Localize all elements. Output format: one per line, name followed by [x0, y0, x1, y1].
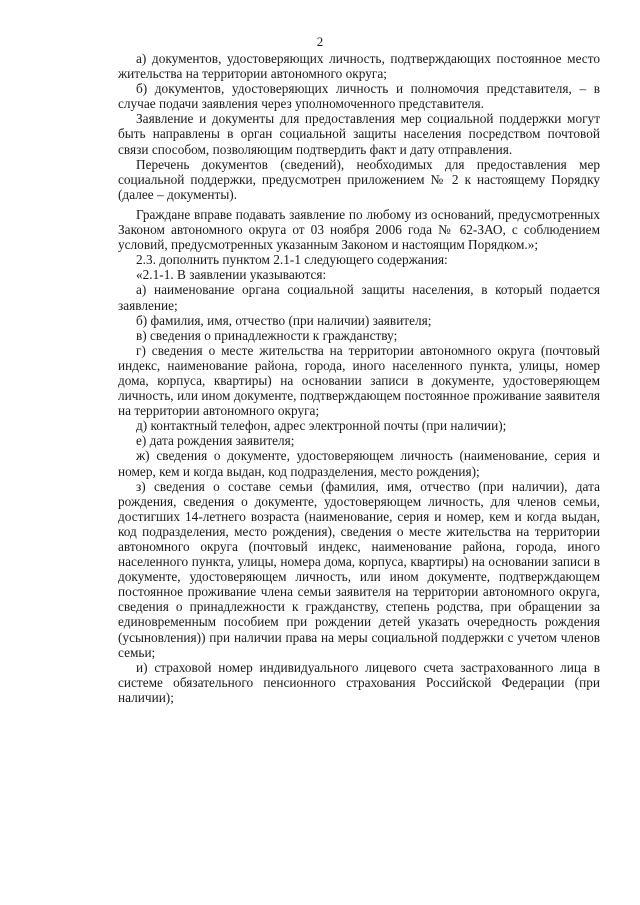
paragraph: Перечень документов (сведений), необходимых для предоставления мер социальной поддержки, предусмотрен приложением № 2 к настоящему Порядку (далее – документы). — [118, 156, 600, 202]
paragraph: б) документов, удостоверяющих личность и полномочия представителя, – в случае подачи заявления через уполномоченного представителя. — [118, 81, 600, 112]
paragraph: и) страховой номер индивидуального лицевого счета застрахованного лица в системе обязательного пенсионного страхования Российской Федерации (при наличии); — [118, 659, 600, 705]
paragraph: а) наименование органа социальной защиты населения, в который подается заявление; — [118, 282, 600, 313]
paragraph: 2.3. дополнить пунктом 2.1-1 следующего содержания: — [136, 252, 448, 268]
page-number: 2 — [316, 34, 324, 49]
paragraph: Заявление и документы для предоставления мер социальной поддержки могут быть направлены в орган социальной защиты населения посредством почтовой связи способом, позволяющим подтвердить факт и дату отправления. — [118, 111, 600, 157]
paragraph: «2.1-1. В заявлении указываются: — [136, 267, 327, 283]
paragraph: ж) сведения о документе, удостоверяющем личность (наименование, серия и номер, кем и когда выдан, код подразделения, место рождения); — [118, 448, 600, 479]
paragraph: з) сведения о составе семьи (фамилия, имя, отчество (при наличии), дата рождения, сведения о документе, удостоверяющем личность, для членов семьи, достигших 14-летнего возраста (наименование, серия и номер, кем и когда выдан, код подразделения, место рождения), сведения о месте жительства на территории автономного округа (почтовый индекс, наименование района, города, иного населенного пункта, улицы, номера дома, корпуса, квартиры) на основании записи в документе, удостоверяющем личность, или ином документе, подтверждающем постоянное проживание члена семьи заявителя на территории автономного округа, сведения о принадлежности к гражданству, степень родства, при обращении за единовременным пособием при рождении детей указать очередность рождения (усыновления)) при наличии права на меры социальной поддержки с учетом членов семьи; — [118, 478, 600, 660]
paragraph: г) сведения о месте жительства на территории автономного округа (почтовый индекс, наименование района, города, иного населенного пункта, улицы, номер дома, корпуса, квартиры) на основании записи в документе, удостоверяющем личность, или ином документе, подтверждающем постоянное проживание заявителя на территории автономного округа; — [118, 342, 600, 419]
paragraph: Граждане вправе подавать заявление по любому из оснований, предусмотренных Законом автономного округа от 03 ноября 2006 года № 62-ЗАО, с соблюдением условий, предусмотренных указанным Законом и настоящим Порядком.»; — [118, 206, 600, 253]
paragraph: в) сведения о принадлежности к гражданству; — [136, 327, 398, 343]
document-body — [118, 51, 600, 705]
paragraph: е) дата рождения заявителя; — [136, 433, 295, 449]
paragraph: д) контактный телефон, адрес электронной почты (при наличии); — [136, 418, 507, 434]
paragraph: а) документов, удостоверяющих личность, подтверждающих постоянное место жительства на территории автономного округа; — [118, 51, 600, 82]
paragraph: б) фамилия, имя, отчество (при наличии) заявителя; — [136, 312, 432, 328]
